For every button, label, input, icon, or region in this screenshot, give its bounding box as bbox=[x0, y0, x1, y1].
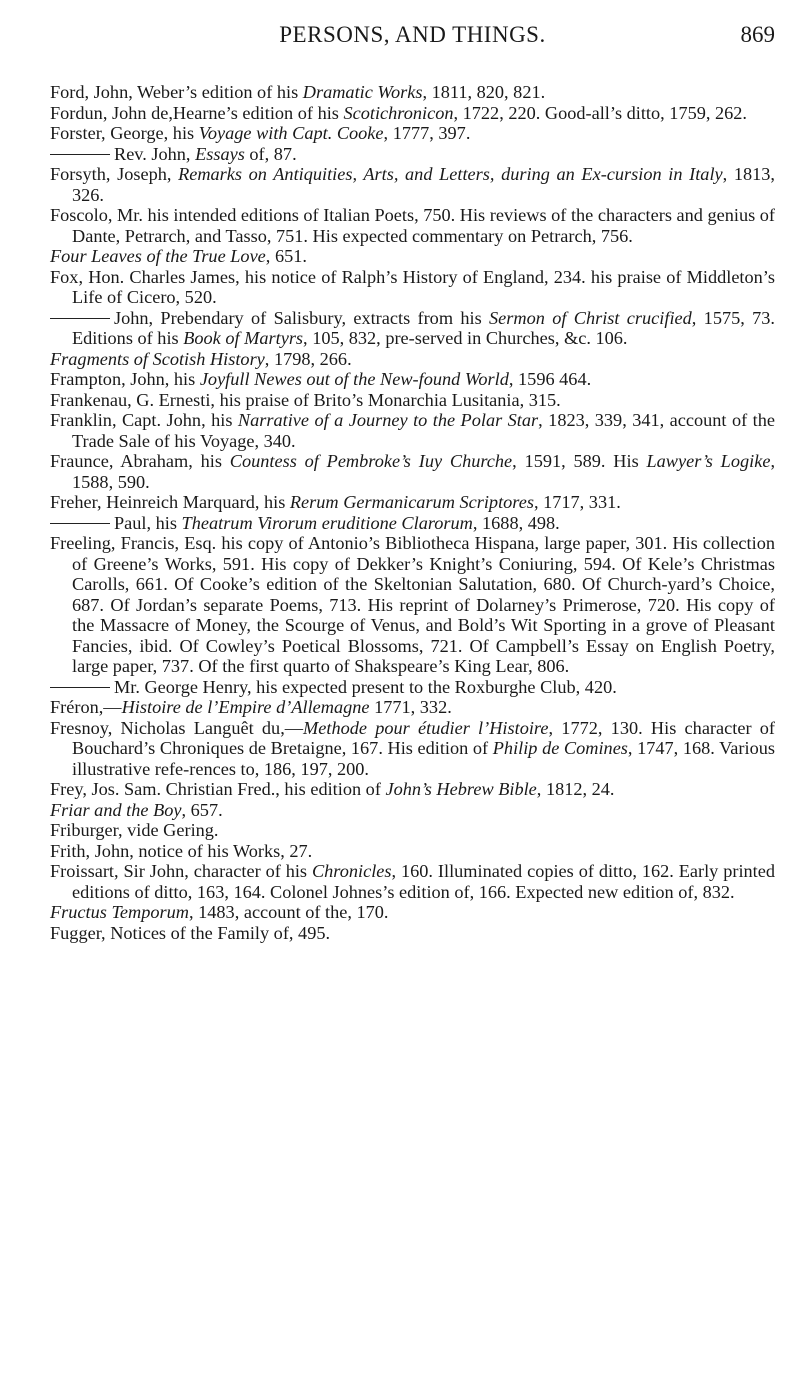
entry-title: Narrative of a Journey to the Polar Star bbox=[237, 410, 539, 430]
index-entry bbox=[50, 451, 775, 492]
index-entry bbox=[50, 779, 775, 800]
page-number: 869 bbox=[740, 22, 775, 47]
index-entry bbox=[50, 861, 775, 902]
entry-title: Scotichronicon bbox=[343, 102, 454, 123]
entry-text: , 1772, 130. His character of Bouchard’s Chroniques de Bretaigne, 167. His edition of bbox=[72, 717, 776, 758]
entry-text: Frampton, John, his bbox=[50, 369, 200, 389]
index-entry bbox=[50, 390, 775, 411]
entry-text: Fréron,— bbox=[50, 697, 122, 717]
index-entry bbox=[50, 718, 775, 780]
index-entry bbox=[50, 246, 775, 267]
entry-text: , 1717, 331. bbox=[533, 492, 621, 512]
index-entry bbox=[50, 369, 775, 390]
entry-title: Histoire de l’Empire d’Allemagne bbox=[121, 697, 370, 717]
entry-text: , 1483, account of the, 170. bbox=[188, 902, 389, 922]
entry-title: Book of Martyrs bbox=[183, 328, 304, 348]
index-entry bbox=[50, 205, 775, 246]
entry-text: Franklin, Capt. John, his bbox=[50, 410, 238, 430]
entry-text: Forster, George, his bbox=[50, 123, 199, 143]
entry-text: Freher, Heinreich Marquard, his bbox=[50, 492, 290, 512]
index-entry bbox=[50, 513, 775, 534]
running-header bbox=[50, 22, 775, 62]
entry-text: 1771, 332. bbox=[369, 697, 452, 717]
entry-text: Friburger, vide Gering. bbox=[50, 820, 219, 840]
index-entry bbox=[50, 123, 775, 144]
entry-text: , 1813, 326. bbox=[72, 164, 775, 205]
entry-text: Frith, John, notice of his Works, 27. bbox=[50, 840, 313, 861]
index-entry bbox=[50, 349, 775, 370]
index-entry bbox=[50, 841, 775, 862]
entry-title: Lawyer’s Logike bbox=[646, 451, 771, 471]
entry-text: Foscolo, Mr. his intended editions of Italian Poets, 750. His reviews of the characters and genius of Dante, Petrarch, and Tasso, 751. His expected commentary on Petrarch, 756. bbox=[50, 205, 776, 246]
entry-text: , 1777, 397. bbox=[383, 123, 471, 143]
entry-text: , 1812, 24. bbox=[536, 779, 615, 799]
header-title: PERSONS, AND THINGS. bbox=[279, 22, 546, 47]
ditto-dash bbox=[50, 687, 110, 688]
entry-text: , 1798, 266. bbox=[264, 348, 352, 369]
entry-title: Remarks on Antiquities, Arts, and Letters, during an Ex-cursion in Italy bbox=[178, 164, 723, 184]
entry-title: Essays bbox=[195, 143, 245, 164]
entry-title: Countess of Pembroke’s Iuy Churche bbox=[229, 451, 513, 471]
entry-title: Rerum Germanicarum Scriptores bbox=[289, 492, 534, 512]
entry-title: Chronicles bbox=[311, 861, 392, 881]
entry-text: , 1596 464. bbox=[508, 369, 592, 389]
index-entry bbox=[50, 82, 775, 103]
entry-text: , 1588, 590. bbox=[72, 451, 776, 492]
index-entry bbox=[50, 144, 775, 165]
index-entry bbox=[50, 103, 775, 124]
entry-text: Fresnoy, Nicholas Languêt du,— bbox=[50, 717, 304, 738]
index-entry bbox=[50, 164, 775, 205]
entry-text: , 1722, 220. Good-all’s ditto, 1759, 262. bbox=[453, 102, 747, 123]
entry-text: Fordun, John de,Hearne’s edition of his bbox=[50, 102, 344, 123]
entry-text: Rev. John, bbox=[114, 143, 196, 164]
entry-title: Sermon of Christ crucified bbox=[489, 307, 692, 328]
entry-title: John’s Hebrew Bible bbox=[385, 779, 537, 799]
entry-title: Fragments of Scotish History bbox=[50, 348, 265, 369]
entry-title: Dramatic Works bbox=[302, 82, 423, 102]
index-entries bbox=[50, 82, 775, 943]
index-entry bbox=[50, 800, 775, 821]
entry-text: , 657. bbox=[181, 799, 223, 820]
ditto-dash bbox=[50, 523, 110, 524]
entry-title: Friar and the Boy bbox=[50, 799, 182, 820]
entry-text: Mr. George Henry, his expected present to the Roxburghe Club, 420. bbox=[114, 676, 617, 697]
entry-text: Ford, John, Weber’s edition of his bbox=[50, 82, 303, 102]
index-entry bbox=[50, 923, 775, 944]
entry-text: , 651. bbox=[265, 246, 307, 266]
entry-title: Joyfull Newes out of the New-found World bbox=[199, 369, 509, 389]
entry-title: Philip de Comines bbox=[492, 738, 628, 758]
index-entry bbox=[50, 902, 775, 923]
index-entry bbox=[50, 308, 775, 349]
entry-text: John, Prebendary of Salisbury, extracts from his bbox=[114, 307, 490, 328]
entry-title: Voyage with Capt. Cooke bbox=[198, 123, 384, 143]
entry-text: Freeling, Francis, Esq. his copy of Antonio’s Bibliotheca Hispana, large paper, 301. His collection of Greene’s Works, 591. His copy of Dekker’s Knight’s Coniuring, 594. Of Kele’s Christmas Carolls, 661. Of Cooke’s edition of the Skeltonian Salutation, 680. Of Church-yard’s Choice, 687. Of Jordan’s separate Poems, 713. His reprint of Dolarney’s Primerose, 720. His copy of the Massacre of Money, the Scourge of Venus, and Bold’s Wit Sporting in a grove of Pleasant Fancies, ibid. Of Cowley’s Poetical Blossoms, 721. Of Campbell’s Essay on English Poetry, large paper, 737. Of the first quarto of Shakspeare’s King Lear, 806. bbox=[50, 533, 775, 676]
index-entry bbox=[50, 697, 775, 718]
index-entry bbox=[50, 410, 775, 451]
entry-text: Paul, his bbox=[114, 512, 182, 533]
entry-text: Frankenau, G. Ernesti, his praise of Brito’s Monarchia Lusitania, 315. bbox=[50, 389, 561, 410]
entry-text: , 1811, 820, 821. bbox=[422, 82, 546, 102]
entry-text: Fox, Hon. Charles James, his notice of Ralph’s History of England, 234. his praise of Middleton’s Life of Cicero, 520. bbox=[50, 266, 775, 307]
entry-text: Froissart, Sir John, character of his bbox=[50, 861, 312, 881]
index-entry bbox=[50, 492, 775, 513]
entry-text: , 160. Illuminated copies of ditto, 162. Early printed editions of ditto, 163, 164. Colonel Johnes’s edition of, 166. Expected new edition of, 832. bbox=[72, 861, 775, 902]
entry-text: Fraunce, Abraham, his bbox=[50, 451, 230, 471]
entry-text: , 1747, 168. Various illustrative refe-rences to, 186, 197, 200. bbox=[72, 738, 775, 779]
index-entry bbox=[50, 533, 775, 677]
entry-text: Forsyth, Joseph, bbox=[50, 164, 179, 184]
entry-title: Theatrum Virorum eruditione Clarorum bbox=[181, 512, 473, 533]
entry-text: Frey, Jos. Sam. Christian Fred., his edition of bbox=[50, 779, 386, 799]
entry-title: Four Leaves of the True Love bbox=[50, 246, 266, 266]
ditto-dash bbox=[50, 154, 110, 155]
entry-title: Fructus Temporum bbox=[50, 902, 189, 922]
entry-text: , 1823, 339, 341, account of the Trade Sale of his Voyage, 340. bbox=[72, 410, 775, 451]
entry-text: Fugger, Notices of the Family of, 495. bbox=[50, 922, 331, 943]
entry-title: Methode pour étudier l’Histoire bbox=[303, 717, 549, 738]
index-entry bbox=[50, 677, 775, 698]
index-entry bbox=[50, 267, 775, 308]
entry-text: , 1688, 498. bbox=[472, 512, 560, 533]
entry-text: , 1575, 73. Editions of his bbox=[72, 307, 775, 348]
index-entry bbox=[50, 820, 775, 841]
entry-text: , 105, 832, pre-served in Churches, &c. 106. bbox=[303, 328, 628, 348]
ditto-dash bbox=[50, 318, 110, 319]
entry-text: , 1591, 589. His bbox=[512, 451, 647, 471]
entry-text: of, 87. bbox=[244, 143, 297, 164]
